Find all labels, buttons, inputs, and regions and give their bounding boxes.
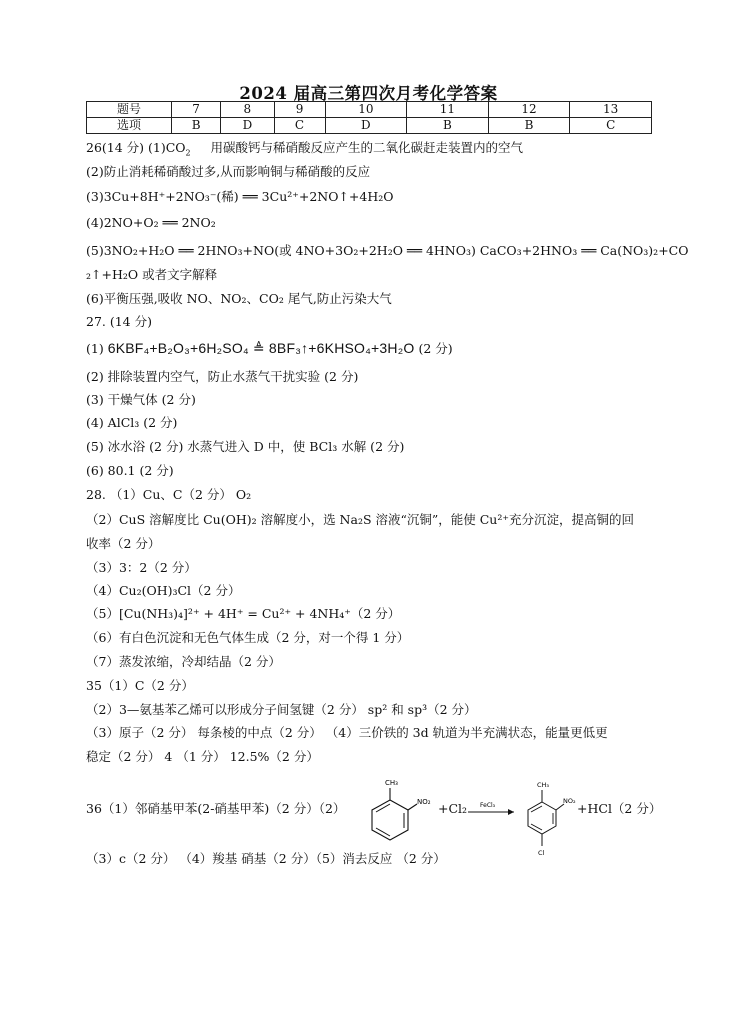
product-structure <box>516 770 578 862</box>
nitro-label: NO₂ <box>417 798 431 806</box>
table-cell: 12 <box>488 102 570 118</box>
q35-line-1: 35（1）C（2 分） <box>86 678 194 693</box>
q27-line-3: (3) 干燥气体 (2 分) <box>86 392 196 407</box>
q26-line-7: (6)平衡压强,吸收 NO、NO₂、CO₂ 尾气,防止污染大气 <box>86 291 392 306</box>
reaction-arrow <box>466 800 518 820</box>
nitro-label: NO₂ <box>563 797 576 805</box>
table-cell: D <box>325 118 407 134</box>
q27-line-6: (6) 80.1 (2 分) <box>86 463 174 478</box>
table-cell: 11 <box>407 102 489 118</box>
reactant-cl2: +Cl₂ <box>438 801 468 816</box>
table-cell: 选项 <box>87 118 172 134</box>
q27-line-2: (2) 排除装置内空气，防止水蒸气干扰实验 (2 分) <box>86 369 359 384</box>
q26-part1-text: 用碳酸钙与稀硝酸反应产生的二氧化碳赶走装置内的空气 <box>210 140 524 155</box>
q27-score: (2 分) <box>418 341 453 356</box>
q27-line-4: (4) AlCl₃ (2 分) <box>86 415 178 430</box>
table-cell: B <box>172 118 221 134</box>
q28-line-7: （6）有白色沉淀和无色气体生成（2 分，对一个得 1 分） <box>86 630 410 645</box>
answer-table <box>86 101 652 134</box>
q26-part1: 26(14 分) (1)CO <box>86 140 186 155</box>
q27-line-1 <box>86 339 453 358</box>
q35-line-3: （3）原子（2 分） 每条棱的中点（2 分） （4）三价铁的 3d 轨道为半充满状态，能量更低更 <box>86 725 608 740</box>
q26-line-3: (3)3Cu+8H⁺+2NO₃⁻(稀) ══ 3Cu²⁺+2NO↑+4H₂O <box>86 189 394 204</box>
product-hcl: +HCl（2 分） <box>577 801 662 816</box>
q28-line-6: （5）[Cu(NH₃)₄]²⁺ + 4H⁺ = Cu²⁺ + 4NH₄⁺（2 分） <box>86 606 401 621</box>
q35-line-2: （2）3—氨基苯乙烯可以形成分子间氢键（2 分） sp² 和 sp³（2 分） <box>86 702 477 717</box>
q26-line-1: 26(14 分) $(1)CO_2$ 用碳酸钙与稀硝酸反应产生的二氧化碳赶走装置内的空气 <box>86 140 524 158</box>
table-cell: B <box>407 118 489 134</box>
table-cell: 9 <box>274 102 325 118</box>
table-cell: C <box>570 118 652 134</box>
q28-line-8: （7）蒸发浓缩，冷却结晶（2 分） <box>86 654 281 669</box>
q26-line-6: ₂↑+H₂O 或者文字解释 <box>86 267 218 282</box>
table-cell: D <box>221 118 274 134</box>
q28-line-5: （4）Cu₂(OH)₃Cl（2 分） <box>86 583 241 598</box>
q36-line-2: （3）c（2 分） （4）羧基 硝基（2 分）（5）消去反应 （2 分） <box>86 851 446 866</box>
methyl-label: CH₃ <box>385 779 398 787</box>
q26-line-2: (2)防止消耗稀硝酸过多,从而影响铜与稀硝酸的反应 <box>86 164 371 179</box>
table-cell: C <box>274 118 325 134</box>
table-cell: B <box>488 118 570 134</box>
table-row <box>87 118 652 134</box>
page-title: 2024 届高三第四次月考化学答案 <box>239 84 498 103</box>
q26-line-4: (4)2NO+O₂ ══ 2NO₂ <box>86 215 216 230</box>
table-cell: 10 <box>325 102 407 118</box>
chloro-label: Cl <box>538 849 545 857</box>
table-cell: 8 <box>221 102 274 118</box>
q36-line-1: 36（1）邻硝基甲苯(2-硝基甲苯)（2 分）（2） <box>86 801 346 816</box>
table-cell: 7 <box>172 102 221 118</box>
methyl-label: CH₃ <box>537 781 550 789</box>
q28-line-2: （2）CuS 溶解度比 Cu(OH)₂ 溶解度小，选 Na₂S 溶液“沉铜”，能使 Cu²⁺充分沉淀，提高铜的回 <box>86 512 634 527</box>
catalyst-label: FeCl₃ <box>480 802 496 809</box>
o-nitrotoluene-structure <box>362 776 442 846</box>
q35-line-4: 稳定（2 分） 4 （1 分） 12.5%（2 分） <box>86 749 319 764</box>
q28-line-4: （3）3：2（2 分） <box>86 560 197 575</box>
table-row <box>87 102 652 118</box>
q27-equation: 6KBF₄+B₂O₃+6H₂SO₄ ≜ 8BF₃↑+6KHSO₄+3H₂O <box>107 340 415 356</box>
q27-heading: 27. (14 分) <box>86 314 152 329</box>
q28-line-3: 收率（2 分） <box>86 536 161 551</box>
q27-line-5: (5) 冰水浴 (2 分) 水蒸气进入 D 中，使 BCl₃ 水解 (2 分) <box>86 439 405 454</box>
q26-line-5: (5)3NO₂+H₂O ══ 2HNO₃+NO(或 4NO+3O₂+2H₂O ══ 4HNO₃) CaCO₃+2HNO₃ ══ Ca(NO₃)₂+CO <box>86 243 689 258</box>
table-cell: 13 <box>570 102 652 118</box>
q27-part-label: (1) <box>86 341 104 356</box>
table-cell: 题号 <box>87 102 172 118</box>
q28-line-1: 28. （1）Cu、C（2 分） O₂ <box>86 487 252 502</box>
